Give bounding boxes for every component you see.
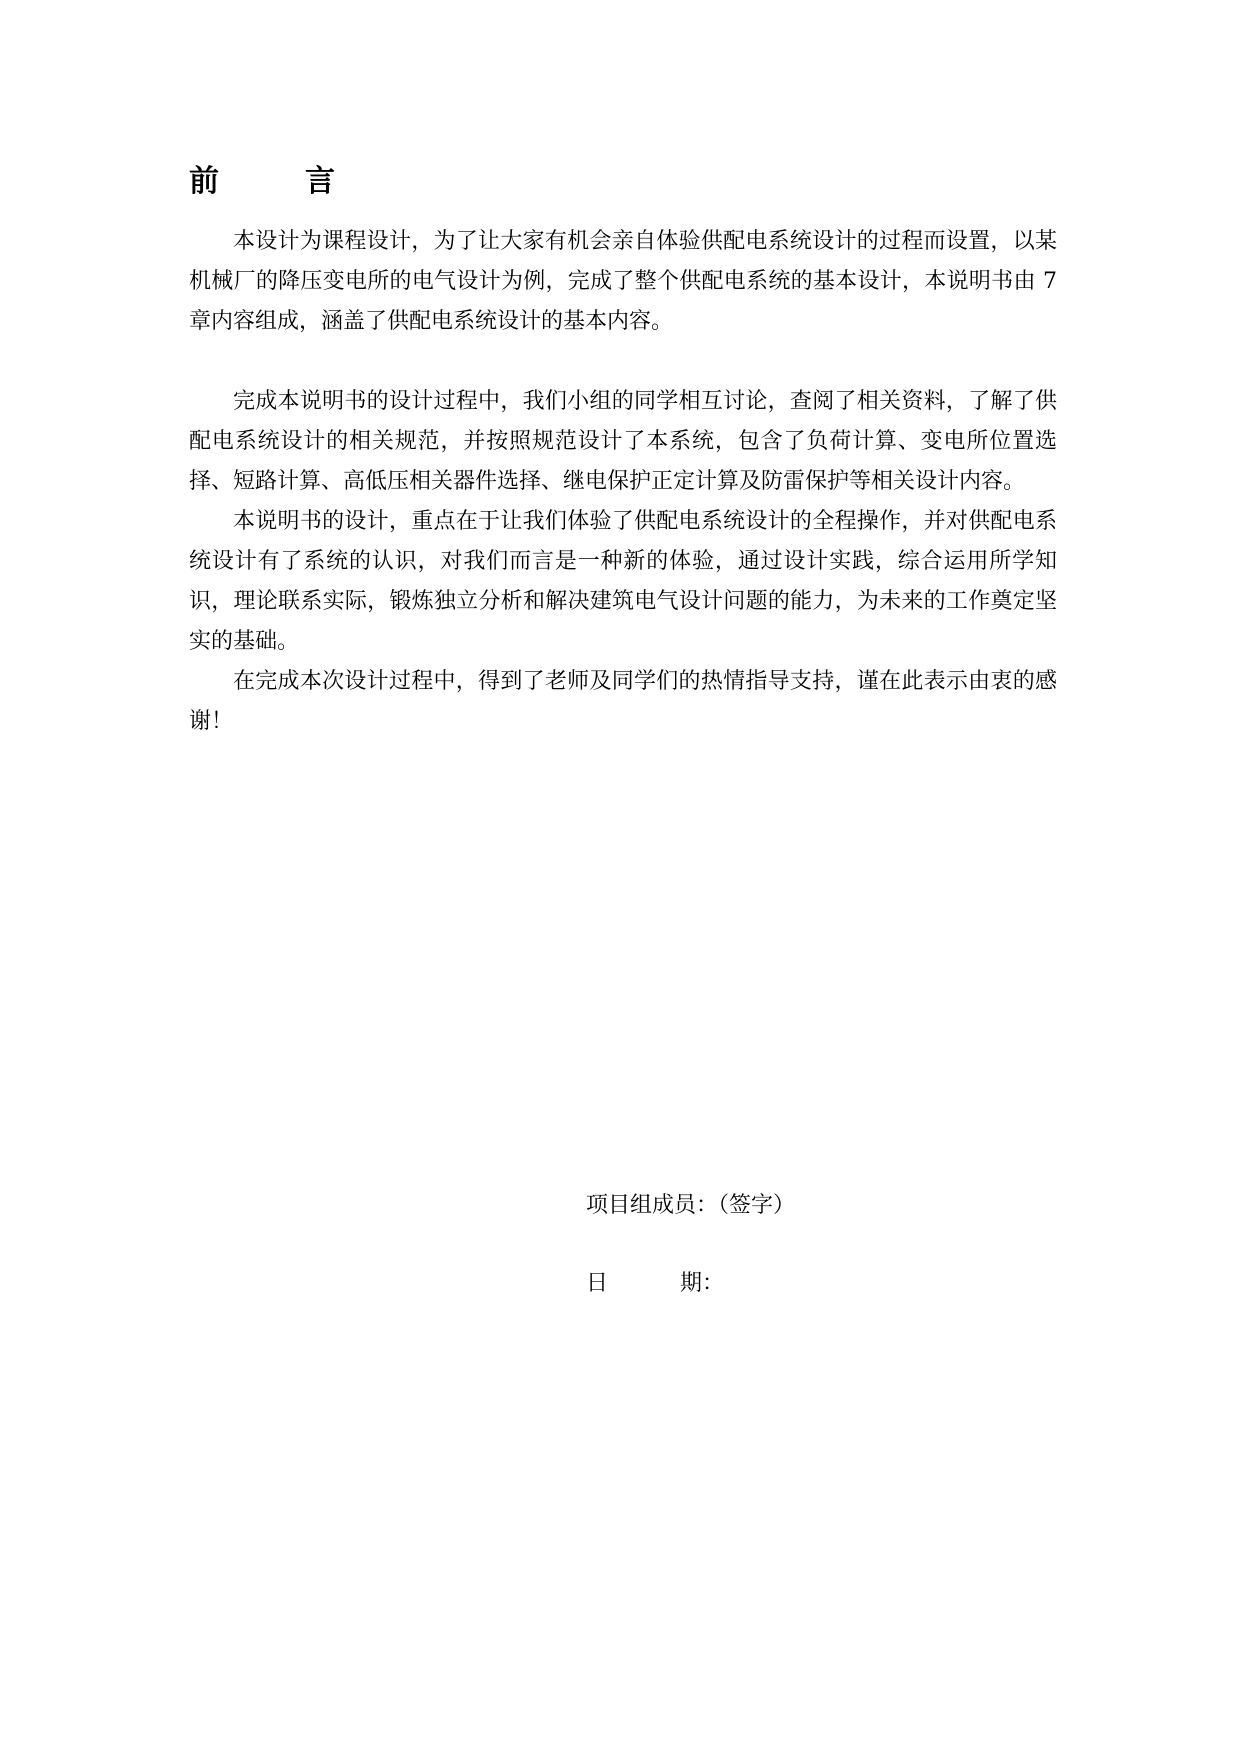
preface-paragraph-2: 完成本说明书的设计过程中，我们小组的同学相互讨论，查阅了相关资料，了解了供配电系统设计的相关规范，并按照规范设计了本系统，包含了负荷计算、变电所位置选择、短路计算、高低压相关器件选择、继电保护正定计算及防雷保护等相关设计内容。 [189,389,1057,494]
preface-paragraph-4: 在完成本次设计过程中，得到了老师及同学们的热情指导支持，谨在此表示由衷的感谢！ [189,669,1057,734]
date-label-second: 期： [680,1271,725,1296]
date-label [586,1264,724,1304]
date-label-first: 日 [586,1271,609,1296]
page-title: 前 言 [189,164,363,199]
preface-body [189,222,1057,742]
preface-paragraph-3: 本说明书的设计，重点在于让我们体验了供配电系统设计的全程操作，并对供配电系统设计有了系统的认识，对我们而言是一种新的体验，通过设计实践，综合运用所学知识，理论联系实际，锻炼独立分析和解决建筑电气设计问题的能力，为未来的工作奠定坚实的基础。 [189,509,1057,654]
preface-paragraph-1: 本设计为课程设计，为了让大家有机会亲自体验供配电系统设计的过程而设置，以某机械厂的降压变电所的电气设计为例，完成了整个供配电系统的基本设计，本说明书由 7 章内容组成，涵盖了供配电系统设计的基本内容。 [189,229,1057,334]
signature-label: 项目组成员：（签字） [586,1193,796,1218]
